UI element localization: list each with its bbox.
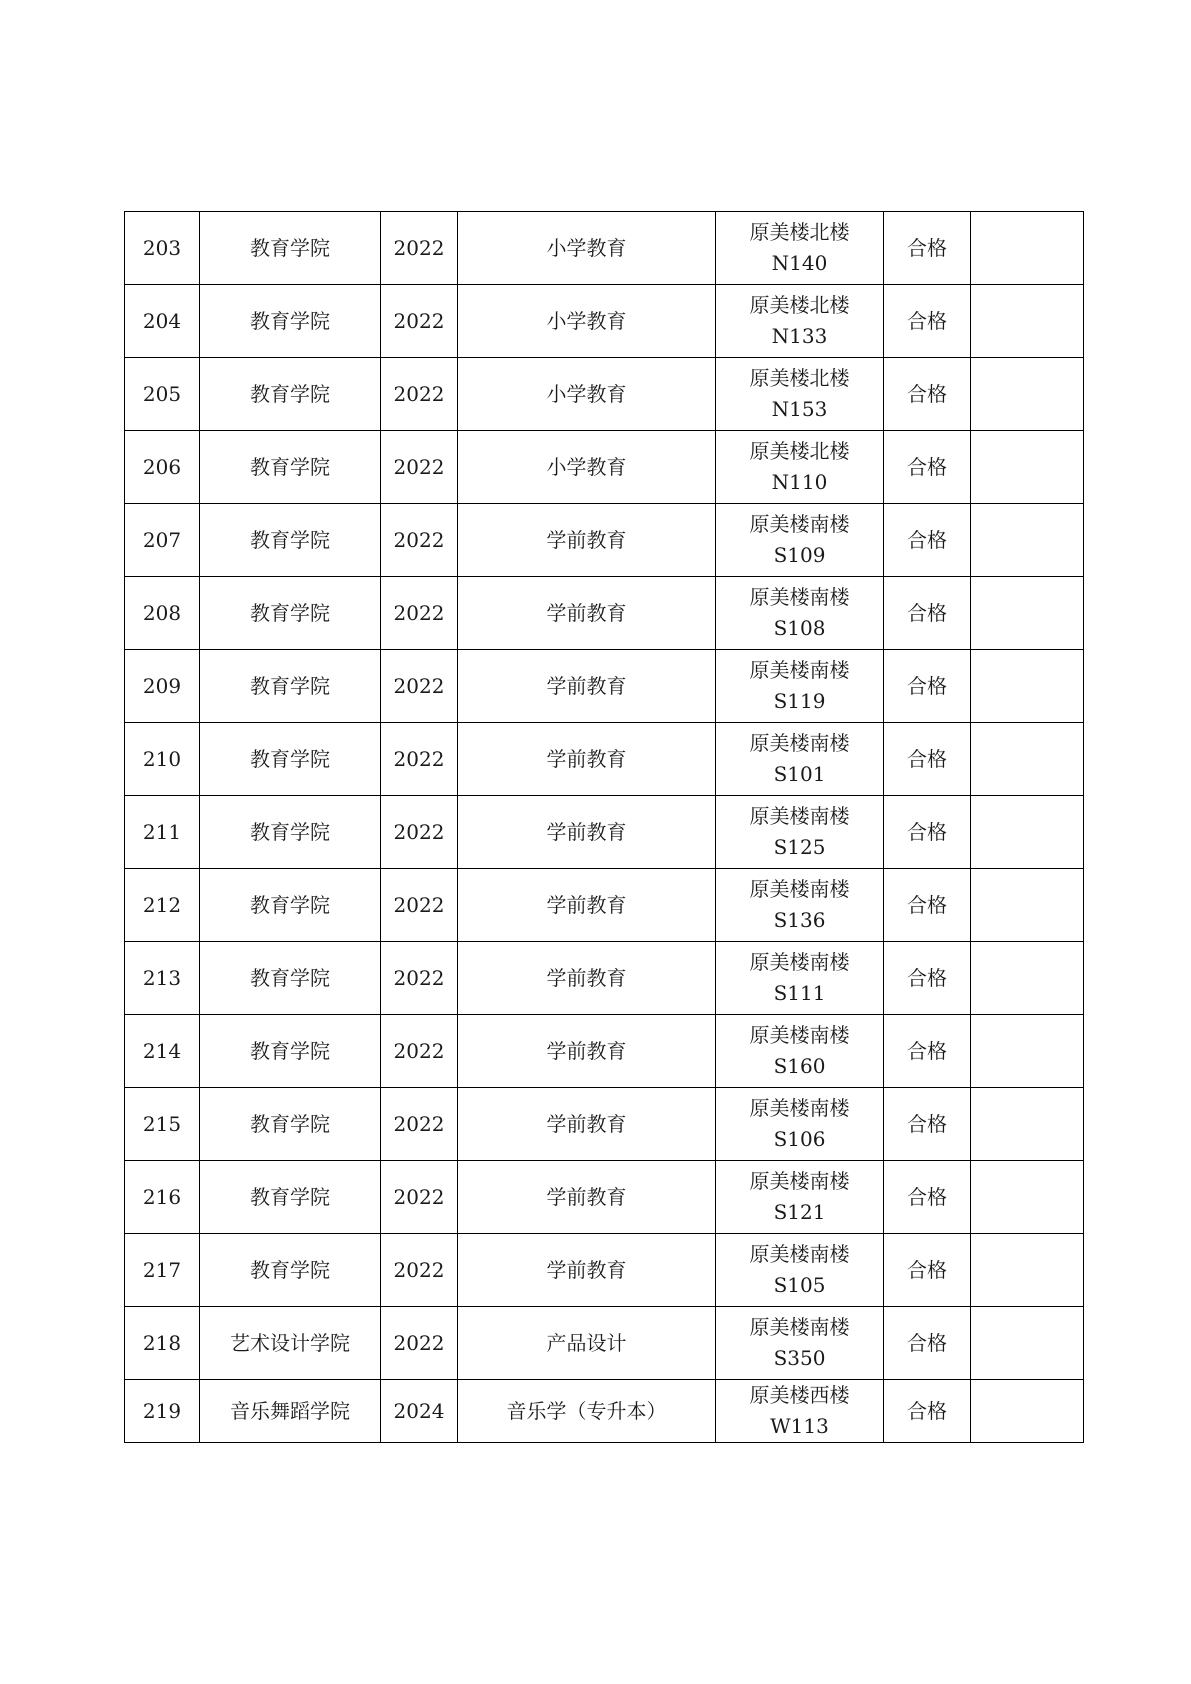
row-number-cell: 209 (125, 650, 200, 723)
major-cell: 学前教育 (458, 723, 716, 796)
row-number-cell: 213 (125, 942, 200, 1015)
room-number: S121 (773, 1200, 826, 1224)
result-cell: 合格 (884, 358, 971, 431)
room-cell (716, 285, 884, 358)
row-number-cell: 214 (125, 1015, 200, 1088)
year-cell: 2022 (381, 796, 458, 869)
building-name: 原美楼南楼 (749, 512, 850, 536)
major-cell: 学前教育 (458, 869, 716, 942)
note-cell (971, 1161, 1084, 1234)
college-cell: 艺术设计学院 (200, 1307, 381, 1380)
room-cell (716, 1380, 884, 1443)
table-row (125, 1380, 1084, 1443)
row-number-cell: 216 (125, 1161, 200, 1234)
note-cell (971, 1088, 1084, 1161)
result-cell: 合格 (884, 1088, 971, 1161)
table-row (125, 869, 1084, 942)
room-cell (716, 212, 884, 285)
college-cell: 教育学院 (200, 504, 381, 577)
result-cell: 合格 (884, 1234, 971, 1307)
year-cell: 2022 (381, 723, 458, 796)
room-cell (716, 1307, 884, 1380)
room-number: N140 (771, 251, 828, 275)
result-cell: 合格 (884, 1161, 971, 1234)
row-number-cell: 210 (125, 723, 200, 796)
major-cell: 学前教育 (458, 942, 716, 1015)
building-name: 原美楼南楼 (749, 658, 850, 682)
college-cell: 教育学院 (200, 869, 381, 942)
college-cell: 教育学院 (200, 650, 381, 723)
building-name: 原美楼南楼 (749, 1096, 850, 1120)
building-name: 原美楼南楼 (749, 1315, 850, 1339)
year-cell: 2022 (381, 212, 458, 285)
major-cell: 小学教育 (458, 212, 716, 285)
college-cell: 教育学院 (200, 358, 381, 431)
room-cell (716, 431, 884, 504)
result-cell: 合格 (884, 285, 971, 358)
row-number-cell: 217 (125, 1234, 200, 1307)
major-cell: 学前教育 (458, 650, 716, 723)
college-cell: 教育学院 (200, 1088, 381, 1161)
major-cell: 小学教育 (458, 431, 716, 504)
building-name: 原美楼南楼 (749, 585, 850, 609)
table-body (125, 212, 1084, 1443)
table-row (125, 1088, 1084, 1161)
row-number-cell: 206 (125, 431, 200, 504)
major-cell: 音乐学（专升本） (458, 1380, 716, 1443)
row-number-cell: 211 (125, 796, 200, 869)
year-cell: 2022 (381, 942, 458, 1015)
table-row (125, 358, 1084, 431)
room-number: S109 (773, 543, 826, 567)
row-number-cell: 219 (125, 1380, 200, 1443)
row-number-cell: 208 (125, 577, 200, 650)
room-cell (716, 650, 884, 723)
college-cell: 教育学院 (200, 796, 381, 869)
room-number: S101 (773, 762, 826, 786)
result-cell: 合格 (884, 723, 971, 796)
major-cell: 学前教育 (458, 504, 716, 577)
college-cell: 教育学院 (200, 723, 381, 796)
result-cell: 合格 (884, 577, 971, 650)
building-name: 原美楼南楼 (749, 731, 850, 755)
year-cell: 2022 (381, 1234, 458, 1307)
table-row (125, 212, 1084, 285)
result-cell: 合格 (884, 650, 971, 723)
table-row (125, 1161, 1084, 1234)
row-number-cell: 212 (125, 869, 200, 942)
building-name: 原美楼北楼 (749, 293, 850, 317)
year-cell: 2022 (381, 1307, 458, 1380)
note-cell (971, 723, 1084, 796)
note-cell (971, 869, 1084, 942)
year-cell: 2022 (381, 504, 458, 577)
year-cell: 2022 (381, 1161, 458, 1234)
year-cell: 2022 (381, 650, 458, 723)
room-number: S111 (773, 981, 826, 1005)
result-cell: 合格 (884, 212, 971, 285)
room-cell (716, 504, 884, 577)
room-number: S125 (773, 835, 826, 859)
result-cell: 合格 (884, 796, 971, 869)
table-row (125, 796, 1084, 869)
row-number-cell: 218 (125, 1307, 200, 1380)
result-cell: 合格 (884, 431, 971, 504)
major-cell: 学前教育 (458, 1088, 716, 1161)
major-cell: 小学教育 (458, 285, 716, 358)
row-number-cell: 215 (125, 1088, 200, 1161)
major-cell: 学前教育 (458, 577, 716, 650)
year-cell: 2022 (381, 869, 458, 942)
room-cell (716, 942, 884, 1015)
room-number: S160 (773, 1054, 826, 1078)
result-cell: 合格 (884, 1015, 971, 1088)
note-cell (971, 650, 1084, 723)
room-number: N133 (771, 324, 828, 348)
building-name: 原美楼南楼 (749, 1169, 850, 1193)
note-cell (971, 1307, 1084, 1380)
table-row (125, 650, 1084, 723)
row-number-cell: 205 (125, 358, 200, 431)
row-number-cell: 204 (125, 285, 200, 358)
room-cell (716, 358, 884, 431)
table-row (125, 1307, 1084, 1380)
room-cell (716, 1088, 884, 1161)
note-cell (971, 1380, 1084, 1443)
building-name: 原美楼西楼 (749, 1383, 850, 1407)
note-cell (971, 577, 1084, 650)
college-cell: 教育学院 (200, 212, 381, 285)
note-cell (971, 1015, 1084, 1088)
table-row (125, 723, 1084, 796)
result-cell: 合格 (884, 504, 971, 577)
room-number: S136 (773, 908, 826, 932)
room-cell (716, 796, 884, 869)
room-number: W113 (770, 1414, 829, 1438)
result-cell: 合格 (884, 869, 971, 942)
table-row (125, 1234, 1084, 1307)
room-number: N110 (771, 470, 828, 494)
year-cell: 2022 (381, 431, 458, 504)
room-number: N153 (771, 397, 828, 421)
college-cell: 教育学院 (200, 1234, 381, 1307)
table-row (125, 1015, 1084, 1088)
year-cell: 2022 (381, 577, 458, 650)
note-cell (971, 212, 1084, 285)
room-number: S105 (773, 1273, 826, 1297)
major-cell: 学前教育 (458, 1161, 716, 1234)
room-cell (716, 577, 884, 650)
college-cell: 教育学院 (200, 285, 381, 358)
note-cell (971, 1234, 1084, 1307)
building-name: 原美楼北楼 (749, 439, 850, 463)
year-cell: 2022 (381, 1015, 458, 1088)
building-name: 原美楼南楼 (749, 1242, 850, 1266)
room-number: S119 (773, 689, 826, 713)
college-cell: 教育学院 (200, 431, 381, 504)
note-cell (971, 358, 1084, 431)
year-cell: 2022 (381, 285, 458, 358)
college-cell: 教育学院 (200, 577, 381, 650)
inspection-table (124, 211, 1084, 1443)
table-row (125, 577, 1084, 650)
year-cell: 2024 (381, 1380, 458, 1443)
building-name: 原美楼北楼 (749, 220, 850, 244)
building-name: 原美楼北楼 (749, 366, 850, 390)
room-number: S106 (773, 1127, 826, 1151)
table-row (125, 285, 1084, 358)
note-cell (971, 796, 1084, 869)
table-row (125, 942, 1084, 1015)
building-name: 原美楼南楼 (749, 1023, 850, 1047)
note-cell (971, 504, 1084, 577)
major-cell: 学前教育 (458, 1234, 716, 1307)
building-name: 原美楼南楼 (749, 804, 850, 828)
college-cell: 音乐舞蹈学院 (200, 1380, 381, 1443)
table-row (125, 431, 1084, 504)
college-cell: 教育学院 (200, 1015, 381, 1088)
room-cell (716, 869, 884, 942)
building-name: 原美楼南楼 (749, 877, 850, 901)
room-number: S350 (773, 1346, 826, 1370)
row-number-cell: 207 (125, 504, 200, 577)
room-cell (716, 723, 884, 796)
room-number: S108 (773, 616, 826, 640)
result-cell: 合格 (884, 1307, 971, 1380)
major-cell: 产品设计 (458, 1307, 716, 1380)
college-cell: 教育学院 (200, 942, 381, 1015)
note-cell (971, 285, 1084, 358)
result-cell: 合格 (884, 942, 971, 1015)
year-cell: 2022 (381, 358, 458, 431)
major-cell: 小学教育 (458, 358, 716, 431)
college-cell: 教育学院 (200, 1161, 381, 1234)
room-cell (716, 1015, 884, 1088)
note-cell (971, 431, 1084, 504)
note-cell (971, 942, 1084, 1015)
room-cell (716, 1161, 884, 1234)
major-cell: 学前教育 (458, 1015, 716, 1088)
year-cell: 2022 (381, 1088, 458, 1161)
table-row (125, 504, 1084, 577)
result-cell: 合格 (884, 1380, 971, 1443)
major-cell: 学前教育 (458, 796, 716, 869)
room-cell (716, 1234, 884, 1307)
row-number-cell: 203 (125, 212, 200, 285)
building-name: 原美楼南楼 (749, 950, 850, 974)
